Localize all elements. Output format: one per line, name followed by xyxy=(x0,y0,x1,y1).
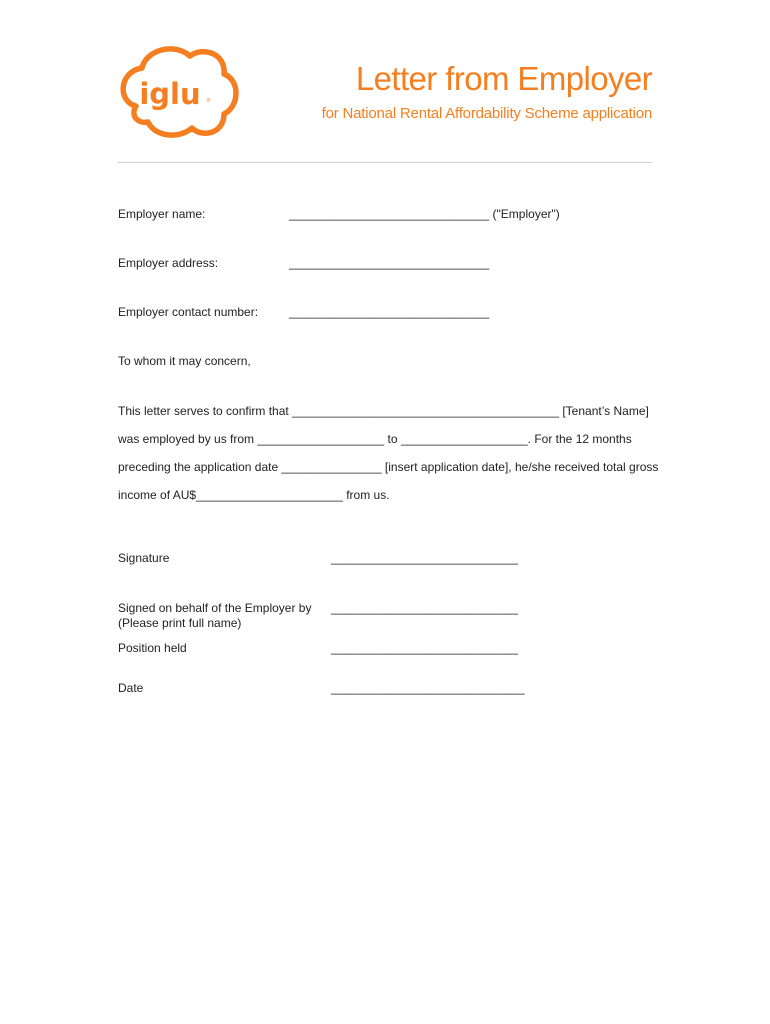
position-held-label: Position held xyxy=(118,641,187,655)
employer-name-label: Employer name: xyxy=(118,207,206,221)
employer-address-field[interactable]: ______________________________ xyxy=(289,256,490,270)
document-subtitle: for National Rental Affordability Scheme application xyxy=(321,105,652,122)
employer-address-label: Employer address: xyxy=(118,256,219,270)
letter-line[interactable]: This letter serves to confirm that ________________________________________ [Tenant’s Name] xyxy=(118,404,649,418)
signed-on-behalf-label: Signed on behalf of the Employer by (Please print full name) xyxy=(118,601,312,630)
signed-on-behalf-line[interactable]: ____________________________ xyxy=(331,601,518,615)
employer-name-field[interactable]: ______________________________ ("Employer") xyxy=(289,207,560,221)
letter-line[interactable]: preceding the application date _______________ [insert application date], he/she received total gross xyxy=(118,460,659,474)
employer-contact-label: Employer contact number: xyxy=(118,305,259,319)
date-label: Date xyxy=(118,681,144,695)
employer-contact-field[interactable]: ______________________________ xyxy=(289,305,490,319)
salutation: To whom it may concern, xyxy=(118,354,251,368)
logo-wordmark: iglu xyxy=(139,77,201,111)
header-divider xyxy=(118,162,652,163)
date-line[interactable]: _____________________________ xyxy=(331,681,525,695)
svg-text:®: ® xyxy=(206,98,211,104)
signature-line[interactable]: ____________________________ xyxy=(331,551,518,565)
letter-line[interactable]: was employed by us from ___________________ to ___________________. For the 12 months xyxy=(118,432,632,446)
letter-line[interactable]: income of AU$______________________ from us. xyxy=(118,488,390,502)
document-title: Letter from Employer xyxy=(355,60,652,97)
iglu-logo xyxy=(116,44,240,140)
signature-label: Signature xyxy=(118,551,170,565)
position-held-line[interactable]: ____________________________ xyxy=(331,641,518,655)
